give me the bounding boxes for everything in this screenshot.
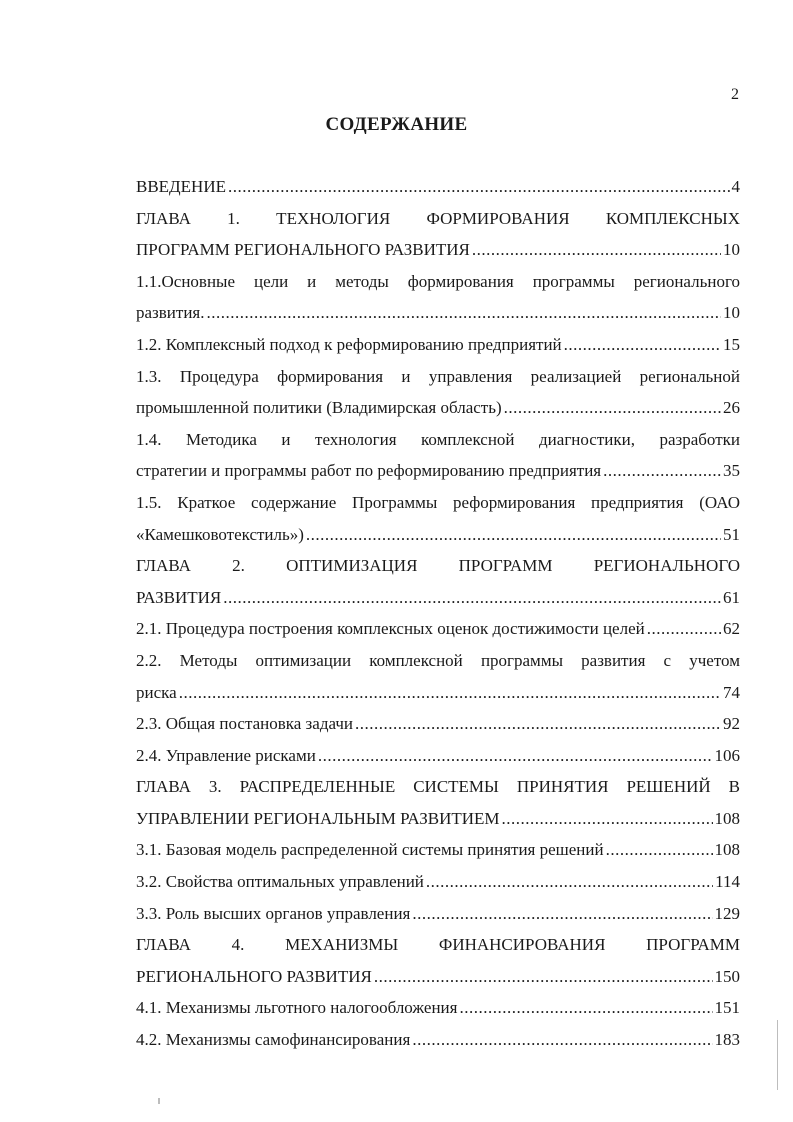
toc-page-number: 10 <box>723 303 740 323</box>
dot-leader <box>647 613 721 645</box>
toc-entry-title: 1.2. Комплексный подход к реформированию предприятий <box>136 334 562 354</box>
toc-page-number: 108 <box>714 808 740 828</box>
dot-leader <box>426 866 713 898</box>
toc-entry-title-continued: стратегии и программы работ по реформированию предприятия <box>136 461 602 481</box>
toc-page-number: 151 <box>714 998 740 1018</box>
toc-entry-section-3-1 <box>136 834 740 866</box>
dot-leader <box>459 992 712 1024</box>
toc-entry-section-1-1 <box>136 266 740 329</box>
toc-entry-title: 3.1. Базовая модель распределенной системы принятия решений <box>136 840 604 860</box>
toc-entry-section-1-4 <box>136 424 740 487</box>
toc-entry-title-continued: РАЗВИТИЯ <box>136 587 222 607</box>
dot-leader <box>228 171 730 203</box>
toc-entry-section-1-2 <box>136 329 740 361</box>
toc-entry-introduction <box>136 171 740 203</box>
toc-entry-section-4-2 <box>136 1024 740 1056</box>
toc-entry-title: 3.2. Свойства оптимальных управлений <box>136 872 424 892</box>
toc-entry-title-continued: ПРОГРАММ РЕГИОНАЛЬНОГО РАЗВИТИЯ <box>136 240 470 260</box>
dot-leader <box>206 297 721 329</box>
toc-page-number: 74 <box>723 682 740 702</box>
dot-leader <box>374 961 713 993</box>
toc-page-number: 129 <box>714 903 740 923</box>
toc-entry-chapter-2 <box>136 550 740 613</box>
toc-entry-section-2-4 <box>136 740 740 772</box>
toc-page-number: 150 <box>714 966 740 986</box>
toc-entry-section-1-3 <box>136 361 740 424</box>
dot-leader <box>355 708 721 740</box>
toc-entry-title-continued: «Камешковотекстиль») <box>136 524 304 544</box>
scan-artifact <box>777 1020 778 1090</box>
toc-entry-title: 4.1. Механизмы льготного налогообложения <box>136 998 458 1018</box>
page-title: СОДЕРЖАНИЕ <box>325 114 468 135</box>
toc-entry-title: 2.2. Методы оптимизации комплексной программы развития с учетом <box>136 650 740 670</box>
toc-page-number: 35 <box>723 461 740 481</box>
toc-entry-title-continued: промышленной политики (Владимирская область) <box>136 398 502 418</box>
toc-entry-title: ГЛАВА 1. ТЕХНОЛОГИЯ ФОРМИРОВАНИЯ КОМПЛЕКСНЫХ <box>136 208 740 228</box>
dot-leader <box>412 1024 712 1056</box>
toc-entry-title: ГЛАВА 4. МЕХАНИЗМЫ ФИНАНСИРОВАНИЯ ПРОГРАММ <box>136 935 740 955</box>
dot-leader <box>603 455 721 487</box>
toc-entry-title: 2.3. Общая постановка задачи <box>136 714 353 734</box>
toc-page-number: 114 <box>715 872 740 892</box>
toc-page-number: 51 <box>723 524 740 544</box>
page-number: 2 <box>731 86 739 103</box>
toc-page-number: 26 <box>723 398 740 418</box>
toc-page-number: 62 <box>723 619 740 639</box>
toc-entry-section-3-2 <box>136 866 740 898</box>
toc-entry-section-4-1 <box>136 992 740 1024</box>
table-of-contents <box>136 171 740 1056</box>
dot-leader <box>606 834 713 866</box>
dot-leader <box>223 582 721 614</box>
toc-page-number: 183 <box>714 1030 740 1050</box>
toc-entry-section-3-3 <box>136 898 740 930</box>
dot-leader <box>564 329 721 361</box>
toc-page-number: 106 <box>714 745 740 765</box>
toc-entry-section-2-2 <box>136 645 740 708</box>
toc-entry-title-continued: риска <box>136 682 177 702</box>
toc-entry-chapter-1 <box>136 203 740 266</box>
toc-page-number: 108 <box>714 840 740 860</box>
dot-leader <box>412 898 712 930</box>
toc-entry-title: 1.3. Процедура формирования и управления реализацией региональной <box>136 366 740 386</box>
toc-entry-title: 2.4. Управление рисками <box>136 745 316 765</box>
toc-entry-title: 1.4. Методика и технология комплексной диагностики, разработки <box>136 429 740 449</box>
toc-entry-chapter-4 <box>136 929 740 992</box>
toc-entry-title-continued: УПРАВЛЕНИИ РЕГИОНАЛЬНЫМ РАЗВИТИЕМ <box>136 808 500 828</box>
toc-entry-title: ГЛАВА 2. ОПТИМИЗАЦИЯ ПРОГРАММ РЕГИОНАЛЬНОГО <box>136 556 740 576</box>
dot-leader <box>472 234 721 266</box>
toc-entry-section-2-3 <box>136 708 740 740</box>
toc-entry-title-continued: РЕГИОНАЛЬНОГО РАЗВИТИЯ <box>136 966 372 986</box>
toc-entry-title: 1.1.Основные цели и методы формирования программы регионального <box>136 271 740 291</box>
dot-leader <box>504 392 721 424</box>
toc-entry-title: 4.2. Механизмы самофинансирования <box>136 1030 411 1050</box>
toc-page-number: 92 <box>723 714 740 734</box>
dot-leader <box>179 677 721 709</box>
toc-entry-chapter-3 <box>136 771 740 834</box>
toc-entry-section-2-1 <box>136 613 740 645</box>
toc-entry-title: 1.5. Краткое содержание Программы реформирования предприятия (ОАО <box>136 492 740 512</box>
toc-entry-title: ГЛАВА 3. РАСПРЕДЕЛЕННЫЕ СИСТЕМЫ ПРИНЯТИЯ РЕШЕНИЙ В <box>136 777 740 797</box>
toc-page-number: 15 <box>723 334 740 354</box>
toc-page-number: 4 <box>731 177 740 196</box>
toc-page-number: 10 <box>723 240 740 260</box>
dot-leader <box>318 740 713 772</box>
toc-page-number: 61 <box>723 587 740 607</box>
toc-entry-title-continued: развития. <box>136 303 205 323</box>
toc-entry-title: ВВЕДЕНИЕ <box>136 177 226 196</box>
toc-entry-section-1-5 <box>136 487 740 550</box>
dot-leader <box>502 803 713 835</box>
toc-entry-title: 3.3. Роль высших органов управления <box>136 903 411 923</box>
toc-entry-title: 2.1. Процедура построения комплексных оценок достижимости целей <box>136 619 645 639</box>
dot-leader <box>306 519 721 551</box>
scan-artifact <box>158 1098 160 1104</box>
